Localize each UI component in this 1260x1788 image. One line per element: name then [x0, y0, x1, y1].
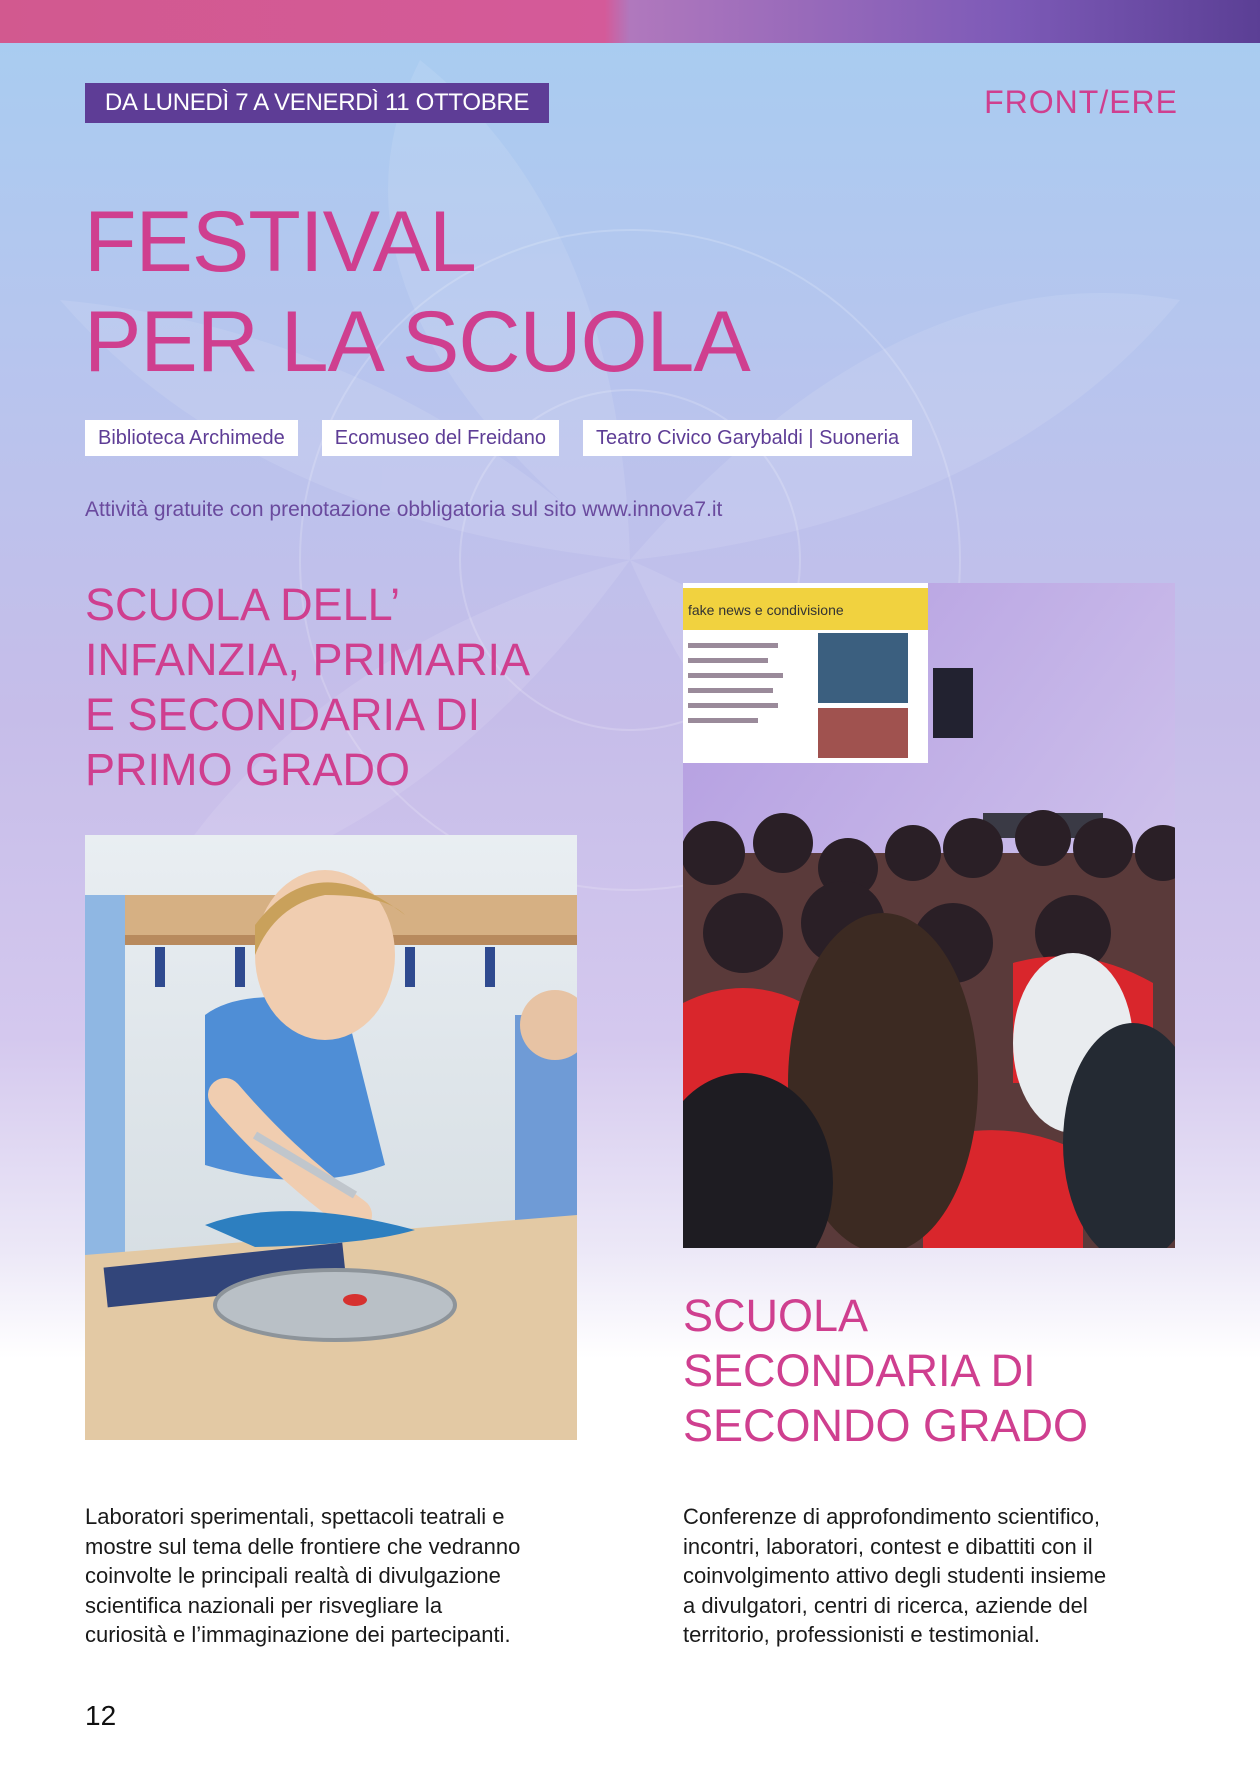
section-heading-primary	[85, 577, 530, 797]
heading-line: E SECONDARIA DI	[85, 689, 481, 740]
body-line: territorio, professionisti e testimonial.	[683, 1622, 1041, 1647]
page-title	[84, 192, 750, 392]
heading-line: SECONDARIA DI	[683, 1345, 1036, 1396]
body-line: incontri, laboratori, contest e dibattiti con il	[683, 1533, 1093, 1559]
body-line: mostre sul tema delle frontiere che vedranno	[85, 1533, 521, 1559]
heading-line: SECONDO GRADO	[683, 1400, 1089, 1451]
heading-line: INFANZIA, PRIMARIA	[85, 634, 531, 685]
heading-line: PRIMO GRADO	[85, 744, 411, 795]
section-heading-secondary	[683, 1288, 1088, 1453]
body-line: a divulgatori, centri di ricerca, aziende del	[683, 1592, 1088, 1618]
top-color-bar	[0, 0, 1260, 43]
body-line: coinvolgimento attivo degli studenti insieme	[683, 1563, 1107, 1588]
page-number: 12	[85, 1700, 117, 1731]
heading-line: SCUOLA	[683, 1290, 869, 1341]
primary-description	[85, 1502, 520, 1650]
date-range-badge: DA LUNEDÌ 7 A VENERDÌ 11 OTTOBRE	[85, 83, 549, 123]
body-line: scientifica nazionali per risvegliare la	[85, 1592, 443, 1618]
title-line-2: PER LA SCUOLA	[84, 294, 750, 390]
body-line: Laboratori sperimentali, spettacoli teatrali e	[85, 1504, 505, 1529]
body-line: Conferenze di approfondimento scientifico,	[683, 1504, 1101, 1529]
body-line: coinvolte le principali realtà di divulgazione	[85, 1563, 501, 1588]
body-line: curiosità e l’immaginazione dei partecipanti.	[85, 1622, 511, 1647]
venue-tag: Ecomuseo del Freidano	[322, 420, 559, 456]
photo-child-experiment	[85, 835, 577, 1440]
title-line-1: FESTIVAL	[84, 194, 476, 290]
venue-tags	[85, 420, 912, 456]
venue-tag: Teatro Civico Garybaldi | Suoneria	[583, 420, 912, 456]
booking-note: Attività gratuite con prenotazione obbligatoria sul sito www.innova7.it	[85, 498, 723, 521]
photo-conference	[683, 583, 1175, 1248]
brand-logo: FRONT/ERE	[984, 84, 1178, 120]
slide-title: fake news e condivisione	[688, 602, 844, 618]
venue-tag: Biblioteca Archimede	[85, 420, 298, 456]
heading-line: SCUOLA DELL’	[85, 579, 401, 630]
secondary-description	[683, 1502, 1106, 1650]
